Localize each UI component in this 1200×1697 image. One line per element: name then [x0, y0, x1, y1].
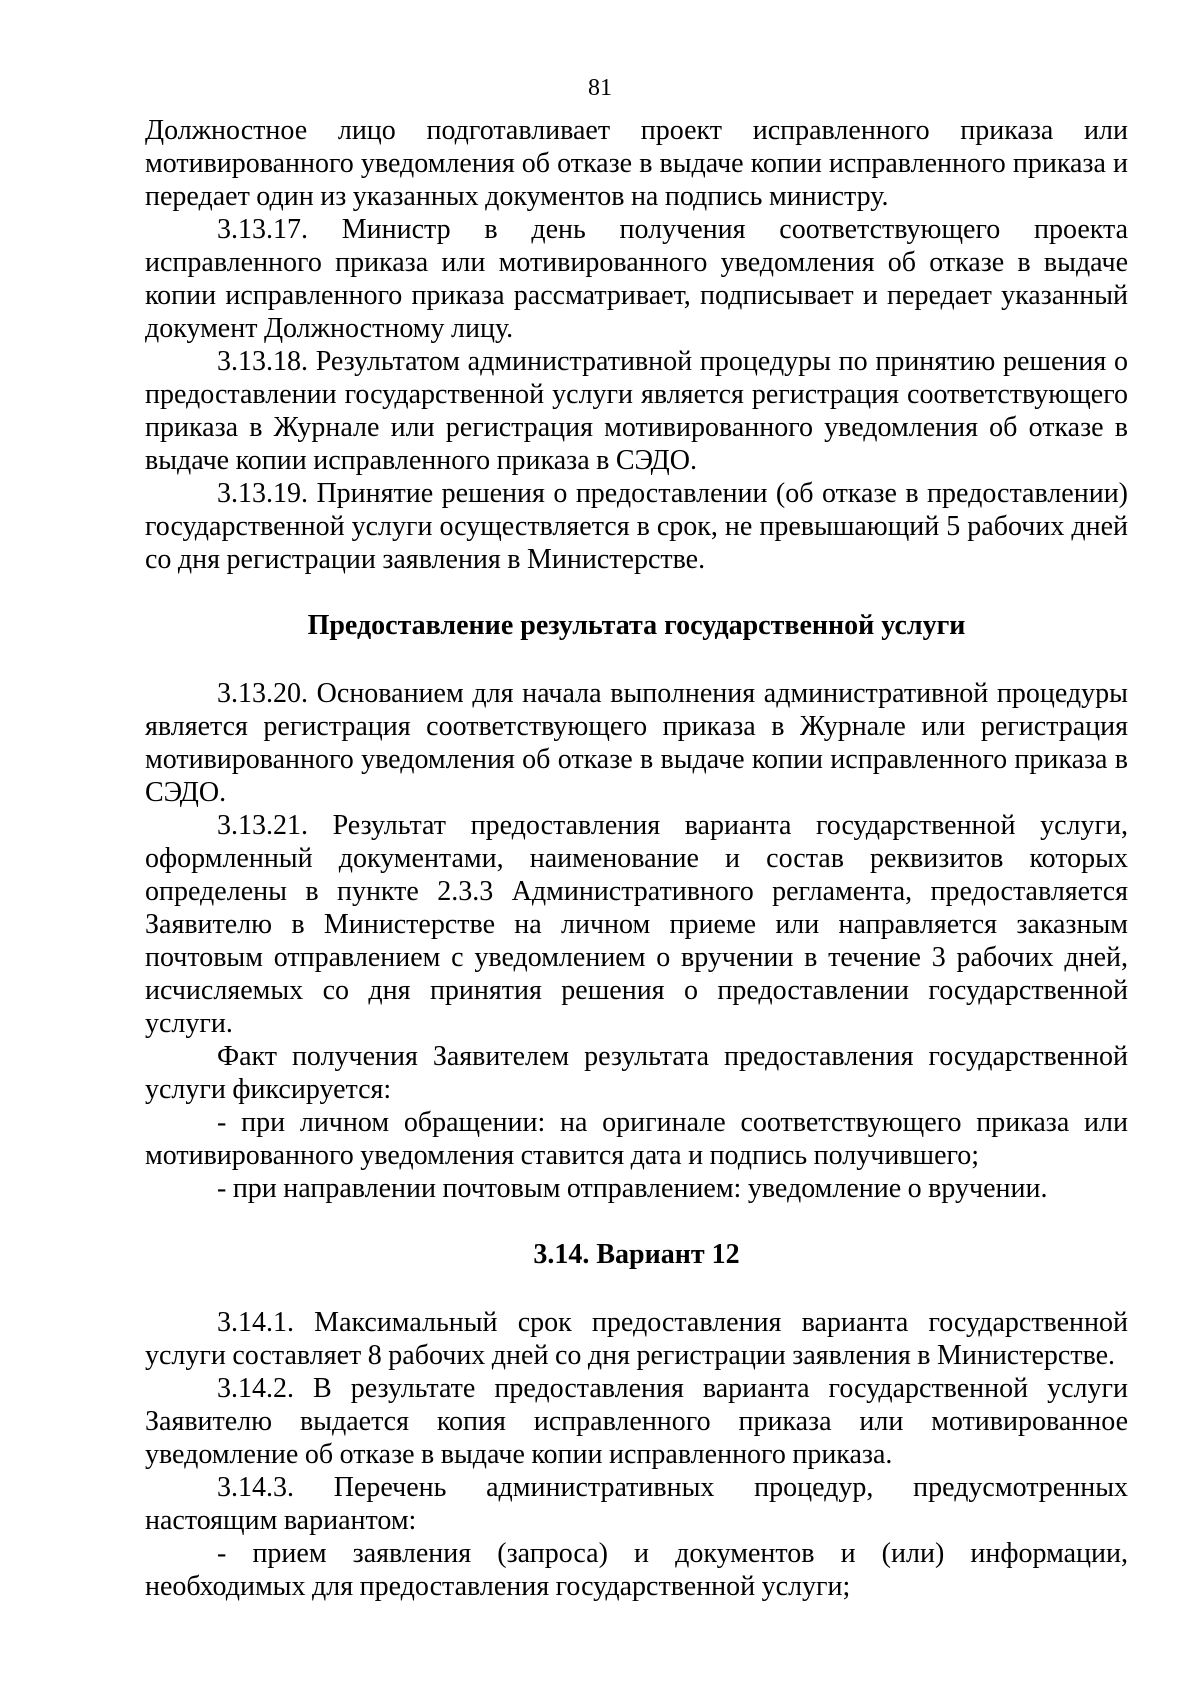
page-number: 81 [588, 75, 612, 101]
paragraph-3-14-2: 3.14.2. В результате предоставления варианта государственной услуги Заявителю выдается копия исправленного приказа или мотивированное уведомление об отказе в выдаче копии исправленного приказа. [145, 1373, 1128, 1470]
section-heading-result: Предоставление результата государственной услуги [307, 610, 966, 641]
paragraph-3-13-17: 3.13.17. Министр в день получения соответствующего проекта исправленного приказа или мотивированного уведомления об отказе в выдаче копии исправленного приказа рассматривает, подписывает и передает указанный документ Должностному лицу. [145, 214, 1128, 344]
list-item-postal-delivery: - при направлении почтовым отправлением: уведомление о вручении. [217, 1173, 1048, 1204]
list-item-personal-visit: - при личном обращении: на оригинале соответствующего приказа или мотивированного уведомления ставится дата и подпись получившего; [145, 1107, 1128, 1171]
paragraph-3-13-20: 3.13.20. Основанием для начала выполнения административной процедуры является регистрация соответствующего приказа в Журнале или регистрация мотивированного уведомления об отказе в выдаче копии исправленного приказа в СЭДО. [145, 678, 1128, 808]
section-heading-variant-12: 3.14. Вариант 12 [533, 1239, 740, 1270]
list-item-application-intake: - прием заявления (запроса) и документов и (или) информации, необходимых для предоставления государственной услуги; [145, 1538, 1128, 1602]
paragraph-3-13-18: 3.13.18. Результатом административной процедуры по принятию решения о предоставлении государственной услуги является регистрация соответствующего приказа в Журнале или регистрация мотивированного уведомления об отказе в выдаче копии исправленного приказа в СЭДО. [145, 346, 1128, 476]
paragraph-3-14-3: 3.14.3. Перечень административных процедур, предусмотренных настоящим вариантом: [145, 1472, 1128, 1536]
paragraph-official-prepares: Должностное лицо подготавливает проект исправленного приказа или мотивированного уведомления об отказе в выдаче копии исправленного приказа и передает один из указанных документов на подпись министру. [145, 115, 1128, 212]
paragraph-receipt-fact: Факт получения Заявителем результата предоставления государственной услуги фиксируется: [145, 1041, 1128, 1105]
document-body [145, 114, 1128, 1603]
paragraph-3-13-21: 3.13.21. Результат предоставления варианта государственной услуги, оформленный документами, наименование и состав реквизитов которых определены в пункте 2.3.3 Административного регламента, предоставляется Заявителю в Министерстве на личном приеме или направляется заказным почтовым отправлением с уведомлением о вручении в течение 3 рабочих дней, исчисляемых со дня принятия решения о предоставлении государственной услуги. [145, 810, 1128, 1039]
paragraph-3-13-19: 3.13.19. Принятие решения о предоставлении (об отказе в предоставлении) государственной услуги осуществляется в срок, не превышающий 5 рабочих дней со дня регистрации заявления в Министерстве. [145, 478, 1128, 575]
paragraph-3-14-1: 3.14.1. Максимальный срок предоставления варианта государственной услуги составляет 8 рабочих дней со дня регистрации заявления в Министерстве. [145, 1307, 1128, 1371]
